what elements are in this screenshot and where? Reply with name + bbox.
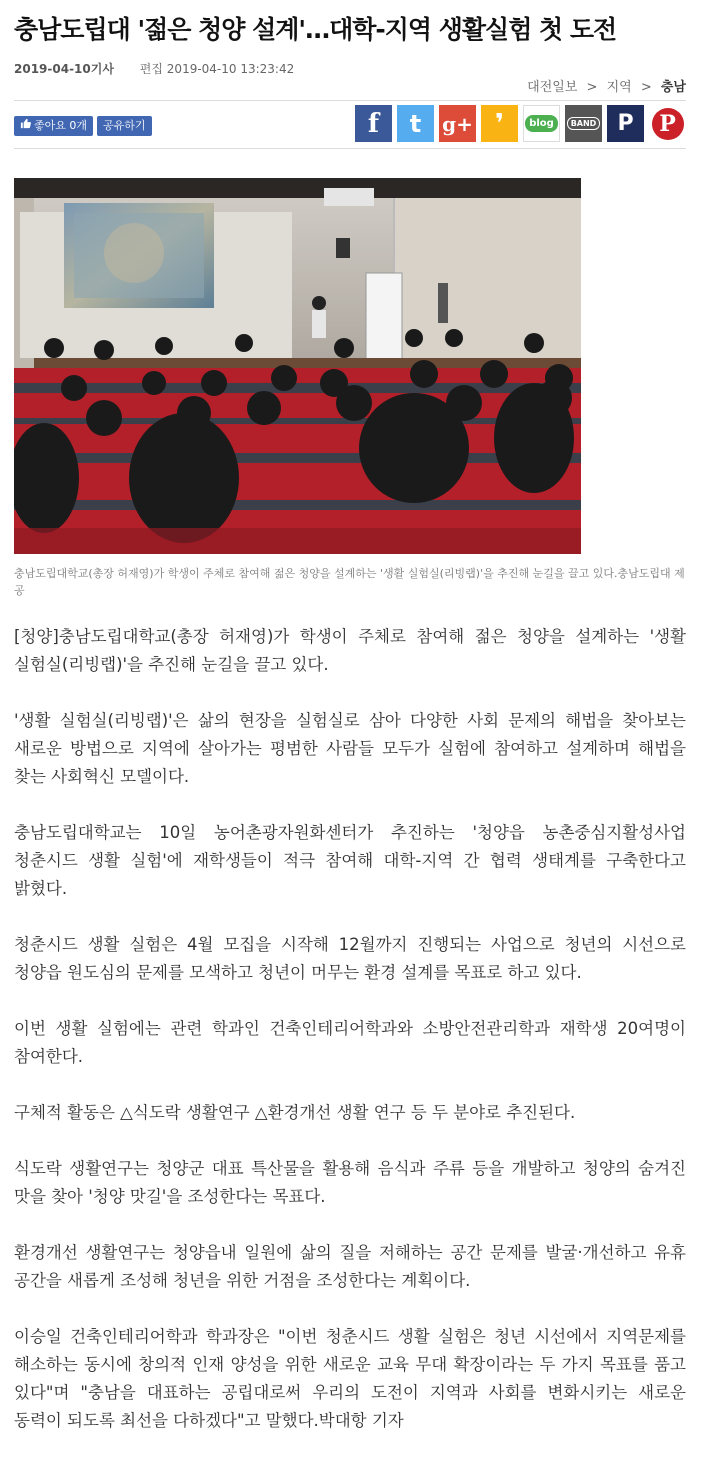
- thumbs-up-icon: [20, 116, 31, 136]
- twitter-icon[interactable]: t: [397, 105, 434, 142]
- band-icon[interactable]: [565, 105, 602, 142]
- share-icons: [355, 105, 686, 142]
- breadcrumb-item-daejeon[interactable]: 대전일보: [527, 80, 578, 95]
- pinterest-icon-glyph: P: [652, 108, 684, 140]
- divider: [14, 100, 686, 101]
- paragraph: 구체적 활동은 △식도락 생활연구 △환경개선 생활 연구 등 두 분야로 추진된다.: [14, 1103, 576, 1122]
- breadcrumb: [527, 76, 686, 95]
- article-date: 2019-04-10기사: [14, 62, 114, 76]
- kakaostory-icon[interactable]: ❜: [481, 105, 518, 142]
- article-meta: [14, 60, 294, 77]
- breadcrumb-separator: >: [586, 80, 598, 95]
- paragraph: 이번 생활 실험에는 관련 학과인 건축인테리어학과와 소방안전관리학과 재학생 20여명이 참여한다.: [14, 1019, 686, 1066]
- like-button[interactable]: [14, 116, 93, 136]
- lecture-hall-image: [14, 178, 581, 554]
- google-plus-icon[interactable]: g+: [439, 105, 476, 142]
- share-button[interactable]: 공유하기: [97, 116, 152, 136]
- breadcrumb-item-region[interactable]: 지역: [606, 80, 632, 95]
- facebook-icon[interactable]: f: [355, 105, 392, 142]
- article-body: [14, 623, 686, 1463]
- facebook-buttons: [14, 116, 152, 136]
- blog-icon[interactable]: [523, 105, 560, 142]
- breadcrumb-item-chungnam[interactable]: 충남: [660, 80, 686, 95]
- pinterest-icon[interactable]: [649, 105, 686, 142]
- edit-label: 편집: [139, 62, 163, 76]
- divider: [14, 148, 686, 149]
- paragraph: 이승일 건축인테리어학과 학과장은 "이번 청춘시드 생활 실험은 청년 시선에서 지역문제를 해소하는 동시에 창의적 인재 양성을 위한 새로운 교육 무대 확장이라는 두 가지 목표를 품고 있다"며 "충남을 대표하는 공립대로써 우리의 도전이 지역과 사회를 변화시키는 새로운 동력이 되도록 최선을 다하겠다"고 말했다.박대항 기자: [14, 1327, 686, 1430]
- paragraph: '생활 실험실(리빙랩)'은 삶의 현장을 실험실로 삼아 다양한 사회 문제의 해법을 찾아보는 새로운 방법으로 지역에 살아가는 평범한 사람들 모두가 실험에 참여하고 설계하며 해법을 찾는 사회혁신 모델이다.: [14, 711, 686, 786]
- edit-time: 2019-04-10 13:23:42: [166, 62, 295, 76]
- article-photo: [14, 178, 581, 554]
- pinterest-like-icon[interactable]: P: [607, 105, 644, 142]
- paragraph: 식도락 생활연구는 청양군 대표 특산물을 활용해 음식과 주류 등을 개발하고 청양의 숨겨진 맛을 찾아 '청양 맛길'을 조성한다는 목표다.: [14, 1159, 686, 1206]
- breadcrumb-separator: >: [640, 80, 652, 95]
- article-title: 충남도립대 '젊은 청양 설계'…대학-지역 생활실험 첫 도전: [14, 15, 617, 44]
- paragraph: 환경개선 생활연구는 청양읍내 일원에 삶의 질을 저해하는 공간 문제를 발굴·개선하고 유휴 공간을 새롭게 조성해 청년을 위한 거점을 조성한다는 계획이다.: [14, 1243, 686, 1290]
- paragraph: 청춘시드 생활 실험은 4월 모집을 시작해 12월까지 진행되는 사업으로 청년의 시선으로 청양읍 원도심의 문제를 모색하고 청년이 머무는 환경 설계를 목표로 하고 있다.: [14, 935, 686, 982]
- blog-icon-label: blog: [525, 115, 558, 132]
- paragraph: [청양]충남도립대학교(총장 허재영)가 학생이 주체로 참여해 젊은 청양을 설계하는 '생활 실험실(리빙랩)'을 추진해 눈길을 끌고 있다.: [14, 627, 686, 674]
- paragraph: 충남도립대학교는 10일 농어촌광자원화센터가 추진하는 '청양읍 농촌중심지활성사업 청춘시드 생활 실험'에 재학생들이 적극 참여해 대학-지역 간 협력 생태계를 구축한다고 밝혔다.: [14, 823, 686, 898]
- band-icon-label: BAND: [567, 117, 601, 130]
- photo-caption: 충남도립대학교(총장 허재영)가 학생이 주체로 참여해 젊은 청양을 설계하는 '생활 실험실(리빙랩)'을 추진해 눈길을 끌고 있다.충남도립대 제공: [14, 567, 685, 597]
- like-label: 좋아요 0개: [34, 119, 87, 132]
